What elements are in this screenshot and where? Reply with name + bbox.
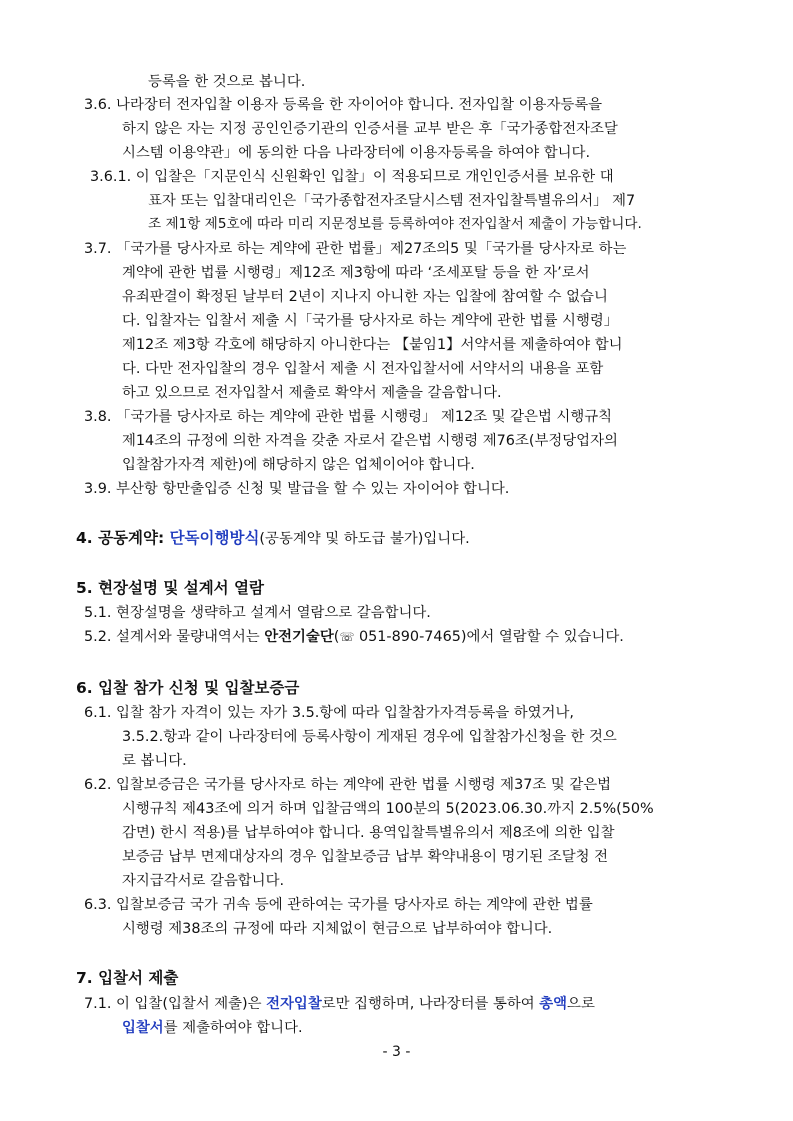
- section-6-1-line-1: [84, 703, 574, 723]
- section-7-1-line-2: [122, 1018, 303, 1038]
- section-6-3-line-1: [84, 895, 593, 915]
- text: 현장설명을 생략하고 설계서 열람으로 갈음합니다.: [116, 605, 431, 621]
- section-5-2-line-1: 5.2. 설계서와 물량내역서는 안전기술단(☏ 051-890-7465)에서 열람할 수 있습니다.: [84, 629, 624, 645]
- section-3-9-line-1: [84, 479, 509, 499]
- heading-5: 5. 현장설명 및 설계서 열람: [76, 579, 264, 597]
- text-line: 시스템 이용약관」에 동의한 다음 나라장터에 이용자등록을 하여야 합니다.: [122, 145, 591, 161]
- section-number: 3.8.: [84, 409, 112, 425]
- section-3-8-line-1: [84, 407, 612, 427]
- bold-text: 안전기술단: [264, 629, 334, 645]
- text: 이 입찰(입찰서 제출)은: [116, 996, 262, 1012]
- text-line: 시행규칙 제43조에 의거 하며 입찰금액의 100분의 5(2023.06.30.까지 2.5%(50%: [122, 801, 654, 817]
- text-line: 제14조의 규정에 의한 자격을 갖춘 자로서 같은법 시행령 제76조(부정당업자의: [122, 433, 618, 449]
- page-number: - 3 -: [382, 1044, 411, 1060]
- section-number: 3.7.: [84, 241, 112, 257]
- text-line: 입찰참가자격 제한)에 해당하지 않은 업체이어야 합니다.: [122, 457, 475, 473]
- text-line: 조 제1항 제5호에 따라 미리 지문정보를 등록하여야 전자입찰서 제출이 가능합니다.: [148, 216, 642, 232]
- text-line: 자지급각서로 갈음합니다.: [122, 873, 285, 889]
- text: 설계서와 물량내역서는: [116, 629, 260, 645]
- section-3-7-line-1: [84, 239, 626, 259]
- text-line: 다. 다만 전자입찰의 경우 입찰서 제출 시 전자입찰서에 서약서의 내용을 포함: [122, 361, 604, 377]
- section-number: 7.1.: [84, 996, 112, 1012]
- section-number: 3.6.1.: [90, 169, 132, 185]
- highlight-text: 총액: [539, 996, 568, 1012]
- heading-4: [76, 527, 470, 550]
- section-number: 5.2.: [84, 629, 112, 645]
- text-line: 계약에 관한 법률 시행령」제12조 제3항에 따라 ‘조세포탈 등을 한 자’로서: [122, 265, 590, 281]
- section-number: 3.6.: [84, 97, 112, 113]
- text-line: 감면) 한시 적용)를 납부하여야 합니다. 용역입찰특별유의서 제8조에 의한 입찰: [122, 825, 615, 841]
- section-number: 3.9.: [84, 481, 112, 497]
- text: 를 제출하여야 합니다.: [163, 1020, 303, 1036]
- text-line: 유죄판결이 확정된 날부터 2년이 지나지 아니한 자는 입찰에 참여할 수 없습니: [122, 289, 608, 305]
- text-line: 하지 않은 자는 지정 공인인증기관의 인증서를 교부 받은 후「국가종합전자조달: [122, 121, 618, 137]
- text: 으로: [567, 996, 595, 1012]
- section-6-2-line-1: [84, 775, 611, 795]
- text: 이 입찰은「지문인식 신원확인 입찰」이 적용되므로 개인인증서를 보유한 대: [135, 169, 614, 185]
- text-line: 표자 또는 입찰대리인은「국가종합전자조달시스템 전자입찰특별유의서」 제7: [148, 193, 636, 209]
- text-line: 시행령 제38조의 규정에 따라 지체없이 현금으로 납부하여야 합니다.: [122, 921, 553, 937]
- section-number: 6.2.: [84, 777, 112, 793]
- highlight-text: 전자입찰: [266, 996, 322, 1012]
- text-line: 하고 있으므로 전자입찰서 제출로 확약서 제출을 갈음합니다.: [122, 385, 502, 401]
- text: 부산항 항만출입증 신청 및 발급을 할 수 있는 자이어야 합니다.: [116, 481, 510, 497]
- section-number: 6.3.: [84, 897, 112, 913]
- heading-rest: (공동계약 및 하도급 불가)입니다.: [259, 531, 470, 547]
- text-line: 보증금 납부 면제대상자의 경우 입찰보증금 납부 확약내용이 명기된 조달청 전: [122, 849, 609, 865]
- phone-icon: ☏: [339, 630, 355, 644]
- text: 「국가를 당사자로 하는 계약에 관한 법률 시행령」 제12조 및 같은법 시행규칙: [116, 409, 613, 425]
- text-line: 3.5.2.항과 같이 나라장터에 등록사항이 게재된 경우에 입찰참가신청을 한 것으: [122, 729, 617, 745]
- text: 나라장터 전자입찰 이용자 등록을 한 자이어야 합니다. 전자입찰 이용자등록을: [116, 97, 603, 113]
- section-7-1-line-1: [84, 994, 595, 1014]
- section-3-6-1-line-1: [90, 167, 614, 187]
- text: 「국가를 당사자로 하는 계약에 관한 법률」제27조의5 및「국가를 당사자로 하는: [116, 241, 627, 257]
- text: 051-890-7465)에서 열람할 수 있습니다.: [358, 629, 624, 645]
- highlight-text: 단독이행방식: [169, 529, 260, 547]
- heading-7: 7. 입찰서 제출: [76, 969, 179, 987]
- section-5-1-line-1: [84, 603, 431, 623]
- section-number: 5.1.: [84, 605, 112, 621]
- text: 입찰 참가 자격이 있는 자가 3.5.항에 따라 입찰참가자격등록을 하였거나,: [116, 705, 574, 721]
- text-line: 다. 입찰자는 입찰서 제출 시「국가를 당사자로 하는 계약에 관한 법률 시행령」: [122, 313, 619, 329]
- highlight-text: 입찰서: [122, 1020, 164, 1036]
- section-3-6-line-1: [84, 95, 602, 115]
- heading-label: 4. 공동계약:: [76, 529, 165, 547]
- text: 입찰보증금 국가 귀속 등에 관하여는 국가를 당사자로 하는 계약에 관한 법률: [116, 897, 593, 913]
- text-line: 제12조 제3항 각호에 해당하지 아니한다는 【붙임1】서약서를 제출하여야 합니: [122, 337, 623, 353]
- text: 입찰보증금은 국가를 당사자로 하는 계약에 관한 법률 시행령 제37조 및 같은법: [116, 777, 612, 793]
- heading-6: 6. 입찰 참가 신청 및 입찰보증금: [76, 679, 300, 697]
- text-line: 등록을 한 것으로 봅니다.: [148, 74, 306, 90]
- text: 로만 집행하며, 나라장터를 통하여: [321, 996, 535, 1012]
- text-line: 로 봅니다.: [122, 753, 187, 769]
- section-number: 6.1.: [84, 705, 112, 721]
